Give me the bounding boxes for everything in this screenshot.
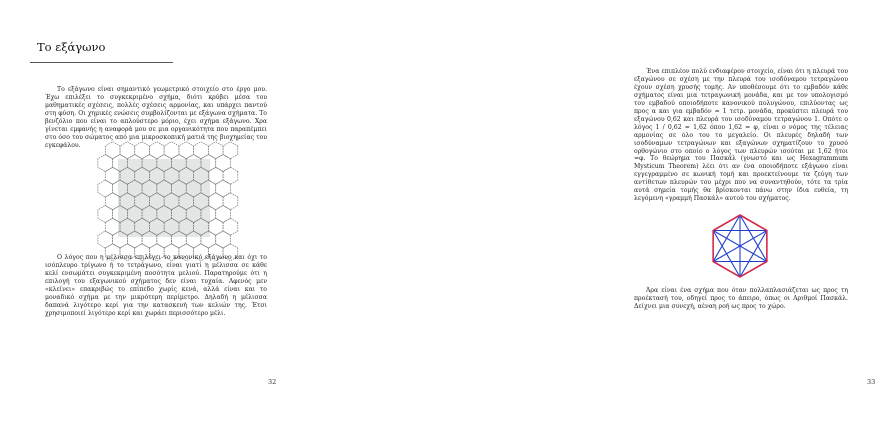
honeycomb-pattern [118,159,210,237]
title-underline [30,62,173,63]
bee-paragraph: Ο λόγος που η μέλισσα επιλέγει το κανονικό εξάγωνο και όχι το ισόπλευρο τρίγωνο ή το τετράγωνο, είναι γιατί η μέλισσα σε κάθε κελί ενσωμάτει συγκεκριμένη ποσότητα μελιού. Παρατηρούμε ότι η επιλογή του εξαγωνικού σχήματος δεν είναι τυχαία. Αφενός μεν «κλείνει» επακριβώς το επίπεδο χωρίς κενά, αλλά είναι και το μοναδικό σχήμα με την μικρότερη περίμετρο. Δηλαδή η μέλισσα δαπανά λιγότερο κερί για την κατασκευή των κελιών της. Έτσι χρησιμοποιεί λιγότερο κερί και χωράει περισσότερο μέλι. [45,254,267,317]
hexagram-figure [705,211,775,281]
page-number-left: 32 [268,378,277,386]
intro-paragraph: Το εξάγωνο είναι σημαντικό γεωμετρικό στοιχείο στο έργο μου. Έχω επιλέξει το συγκεκριμένο σχήμα, διότι κρύβει μέσα του μαθηματικές σχέσεις, πολλές σχέσεις αρμονίας, και υπάρχει παντού στη φύση. Οι χημικές ενώσεις συμβολίζονται με εξάγωνα σχήματα. Το βενζόλιο που είναι το απλούστερο μόριο, έχει σχήμα εξάγωνο. Χρα γίνεται εμφανής η αναφορά μου σε μια οργανικότητα που παραπέμπει στο όσο του σώματος από μια μικροσκοπική ματιά της βιοχημείας του εγκεφάλου. [45,86,267,149]
right-page [300,0,875,424]
chapter-title: Το εξάγωνο [37,40,106,54]
page-number-right: 33 [867,378,875,386]
infinity-paragraph: Άρα είναι ένα σχήμα που όταν πολλαπλασιάζεται ως προς τη προέκτασή του, οδηγεί προς το άπειρο, όπως οι Αριθμοί Πασκάλ. Δείχνει μια συνεχή, αέναη ροή ως προς το χώρο. [634,287,848,310]
honeycomb-texture-image [118,159,210,237]
left-page [0,0,300,424]
golden-ratio-paragraph: Ένα επιπλέον πολύ ενδιαφέρον στοιχείο, είναι ότι η πλευρά του εξαγώνου σε σχέση με την πλευρά του ισοδύναμου τετραγώνου έχουν σχέση χρυσής τομής. Αν υποθέσουμε ότι το εμβαδόν κάθε σχήματος είναι μια τετραγωνική μονάδα, και με τον υπολογισμό του εμβαδού οποιοδήποτε κανονικού πολυγώνου, επιλύοντας ως προς α και για εμβαδόν = 1 τετρ. μονάδα, προκύπτει πλευρά του εξαγώνου 0,62 και πλευρά του ισοδύναμου τετραγώνου 1. Οπότε ο λόγος 1 / 0,62 = 1,62 όπου 1,62 = φ, είναι ο νόμος της τέλειας αρμονίας σε όλο του το μεγαλείο. Οι πλευρές δηλαδή των ισοδύναμων τετραγώνων και εξαγώνων σχηματίζουν το χρυσό ορθογώνιο στο οποίο ο λόγος των πλευρών ισούται με 1,62 ήτοι =φ. Το θεώρημα του Πασκάλ (γνωστό και ως Hexagrammum Mysticum Theorem) λέει ότι αν ένα οποιοδήποτε εξάγωνο είναι εγγεγραμμένο σε κωνική τομή και προεκτείνουμε τα ζεύγη των αντίθετων πλευρών του μέχρι που να συναντηθούν, τότε τα τρία αυτά σημεία τομής θα βρίσκονται πάνω στην ίδια ευθεία, τη λεγόμενη «γραμμή Πασκάλ» αυτού του σχήματος. [634,68,848,203]
